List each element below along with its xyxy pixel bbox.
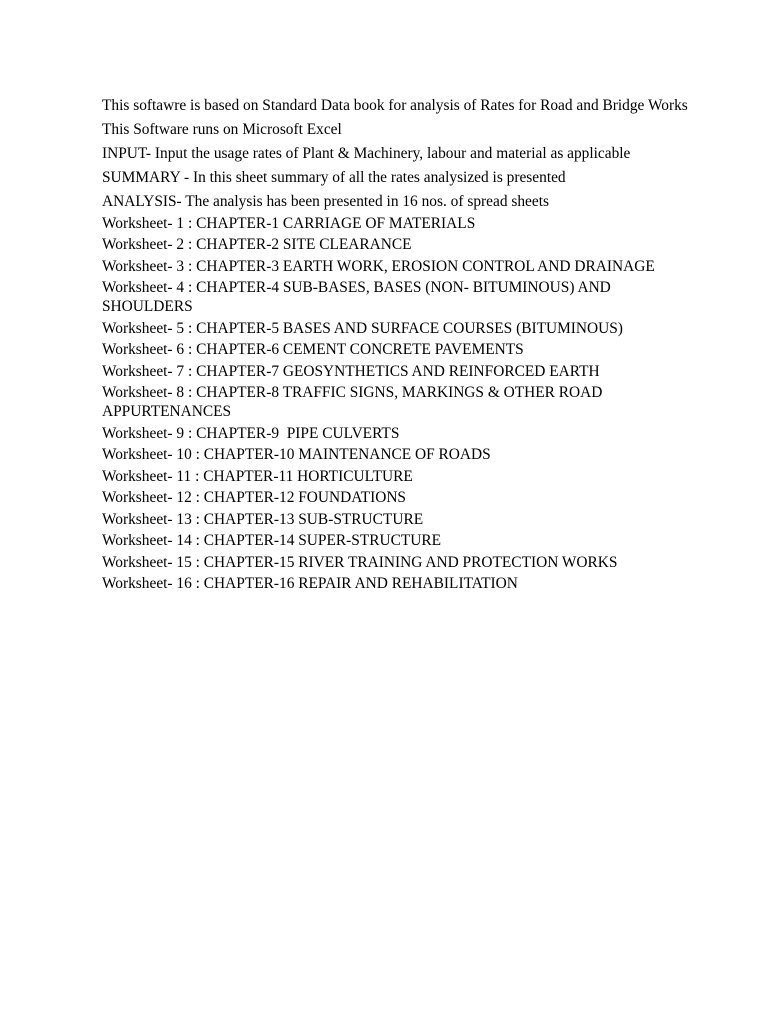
worksheet-item: Worksheet- 7 : CHAPTER-7 GEOSYNTHETICS AND REINFORCED EARTH	[102, 362, 600, 380]
worksheet-item: Worksheet- 13 : CHAPTER-13 SUB-STRUCTURE	[102, 510, 424, 528]
intro-paragraph-analysis: ANALYSIS- The analysis has been presented in 16 nos. of spread sheets	[102, 193, 549, 210]
intro-paragraph-input: INPUT- Input the usage rates of Plant & Machinery, labour and material as applicable	[102, 145, 631, 162]
worksheet-item: Worksheet- 14 : CHAPTER-14 SUPER-STRUCTURE	[102, 532, 442, 549]
intro-paragraph-platform: This Software runs on Microsoft Excel	[102, 121, 342, 138]
worksheet-item: Worksheet- 6 : CHAPTER-6 CEMENT CONCRETE PAVEMENTS	[102, 341, 524, 358]
intro-paragraph-basis: This softawre is based on Standard Data book for analysis of Rates for Road and Bridge Works	[102, 97, 688, 114]
worksheet-item: Worksheet- 15 : CHAPTER-15 RIVER TRAINING AND PROTECTION WORKS	[102, 553, 618, 571]
intro-paragraph-summary: SUMMARY - In this sheet summary of all the rates analysized is presented	[102, 169, 566, 186]
worksheet-item: Worksheet- 9 : CHAPTER-9 PIPE CULVERTS	[102, 424, 400, 442]
worksheet-item: Worksheet- 2 : CHAPTER-2 SITE CLEARANCE	[102, 236, 412, 253]
document-body	[102, 96, 702, 596]
worksheet-item: Worksheet- 16 : CHAPTER-16 REPAIR AND REHABILITATION	[102, 575, 518, 592]
worksheet-item: Worksheet- 12 : CHAPTER-12 FOUNDATIONS	[102, 489, 406, 506]
worksheet-item: Worksheet- 10 : CHAPTER-10 MAINTENANCE OF ROADS	[102, 446, 491, 463]
worksheet-item: Worksheet- 11 : CHAPTER-11 HORTICULTURE	[102, 467, 413, 485]
worksheet-item: Worksheet- 4 : CHAPTER-4 SUB-BASES, BASES (NON- BITUMINOUS) AND SHOULDERS	[102, 279, 615, 315]
worksheet-item: Worksheet- 3 : CHAPTER-3 EARTH WORK, EROSION CONTROL AND DRAINAGE	[102, 257, 655, 275]
worksheet-item: Worksheet- 1 : CHAPTER-1 CARRIAGE OF MATERIALS	[102, 214, 476, 232]
worksheet-item: Worksheet- 5 : CHAPTER-5 BASES AND SURFACE COURSES (BITUMINOUS)	[102, 319, 623, 337]
worksheet-item: Worksheet- 8 : CHAPTER-8 TRAFFIC SIGNS, MARKINGS & OTHER ROAD APPURTENANCES	[102, 384, 606, 420]
